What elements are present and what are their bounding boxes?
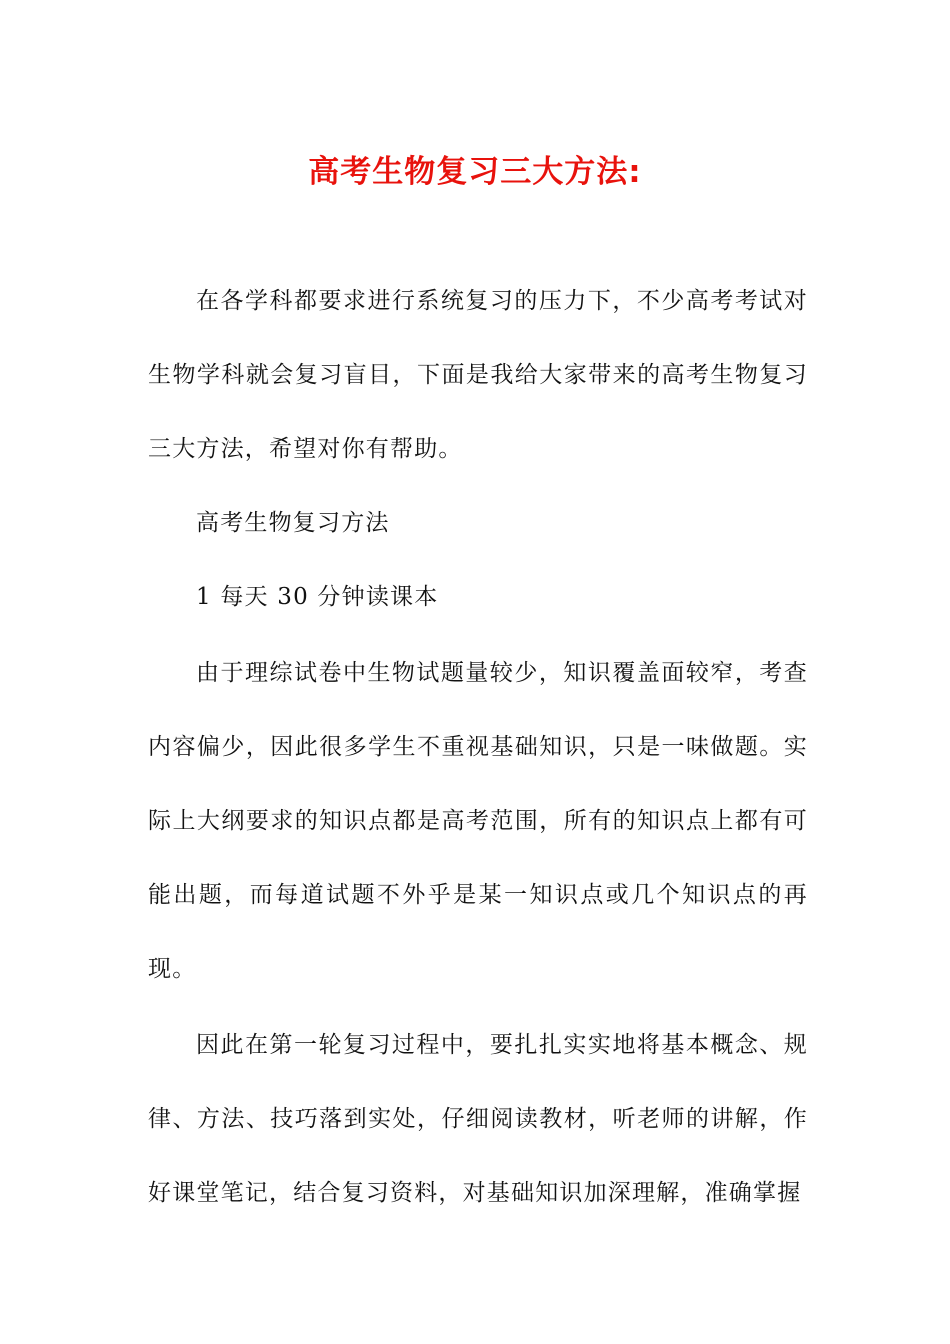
subsection-heading-text: 1 每天 30 分钟读课本 <box>196 584 439 610</box>
paragraph-intro <box>148 264 808 486</box>
subsection-heading <box>148 560 808 634</box>
document-title: 高考生物复习三大方法: <box>308 154 642 190</box>
section-heading <box>148 486 808 560</box>
paragraph-first-round <box>148 1008 808 1230</box>
paragraph-text: 在各学科都要求进行系统复习的压力下，不少高考考试对生物学科就会复习盲目，下面是我给大家带来的高考生物复习三大方法，希望对你有帮助。 <box>148 288 808 462</box>
section-heading-text: 高考生物复习方法 <box>196 510 390 536</box>
paragraph-text: 因此在第一轮复习过程中，要扎扎实实地将基本概念、规律、方法、技巧落到实处，仔细阅读教材，听老师的讲解，作好课堂笔记，结合复习资料，对基础知识加深理解，准确掌握 <box>148 1032 808 1206</box>
paragraph-basics <box>148 636 808 1006</box>
paragraph-text: 由于理综试卷中生物试题量较少，知识覆盖面较窄，考查内容偏少，因此很多学生不重视基础知识，只是一味做题。实际上大纲要求的知识点都是高考范围，所有的知识点上都有可能出题，而每道试题不外乎是某一知识点或几个知识点的再现。 <box>148 660 808 982</box>
